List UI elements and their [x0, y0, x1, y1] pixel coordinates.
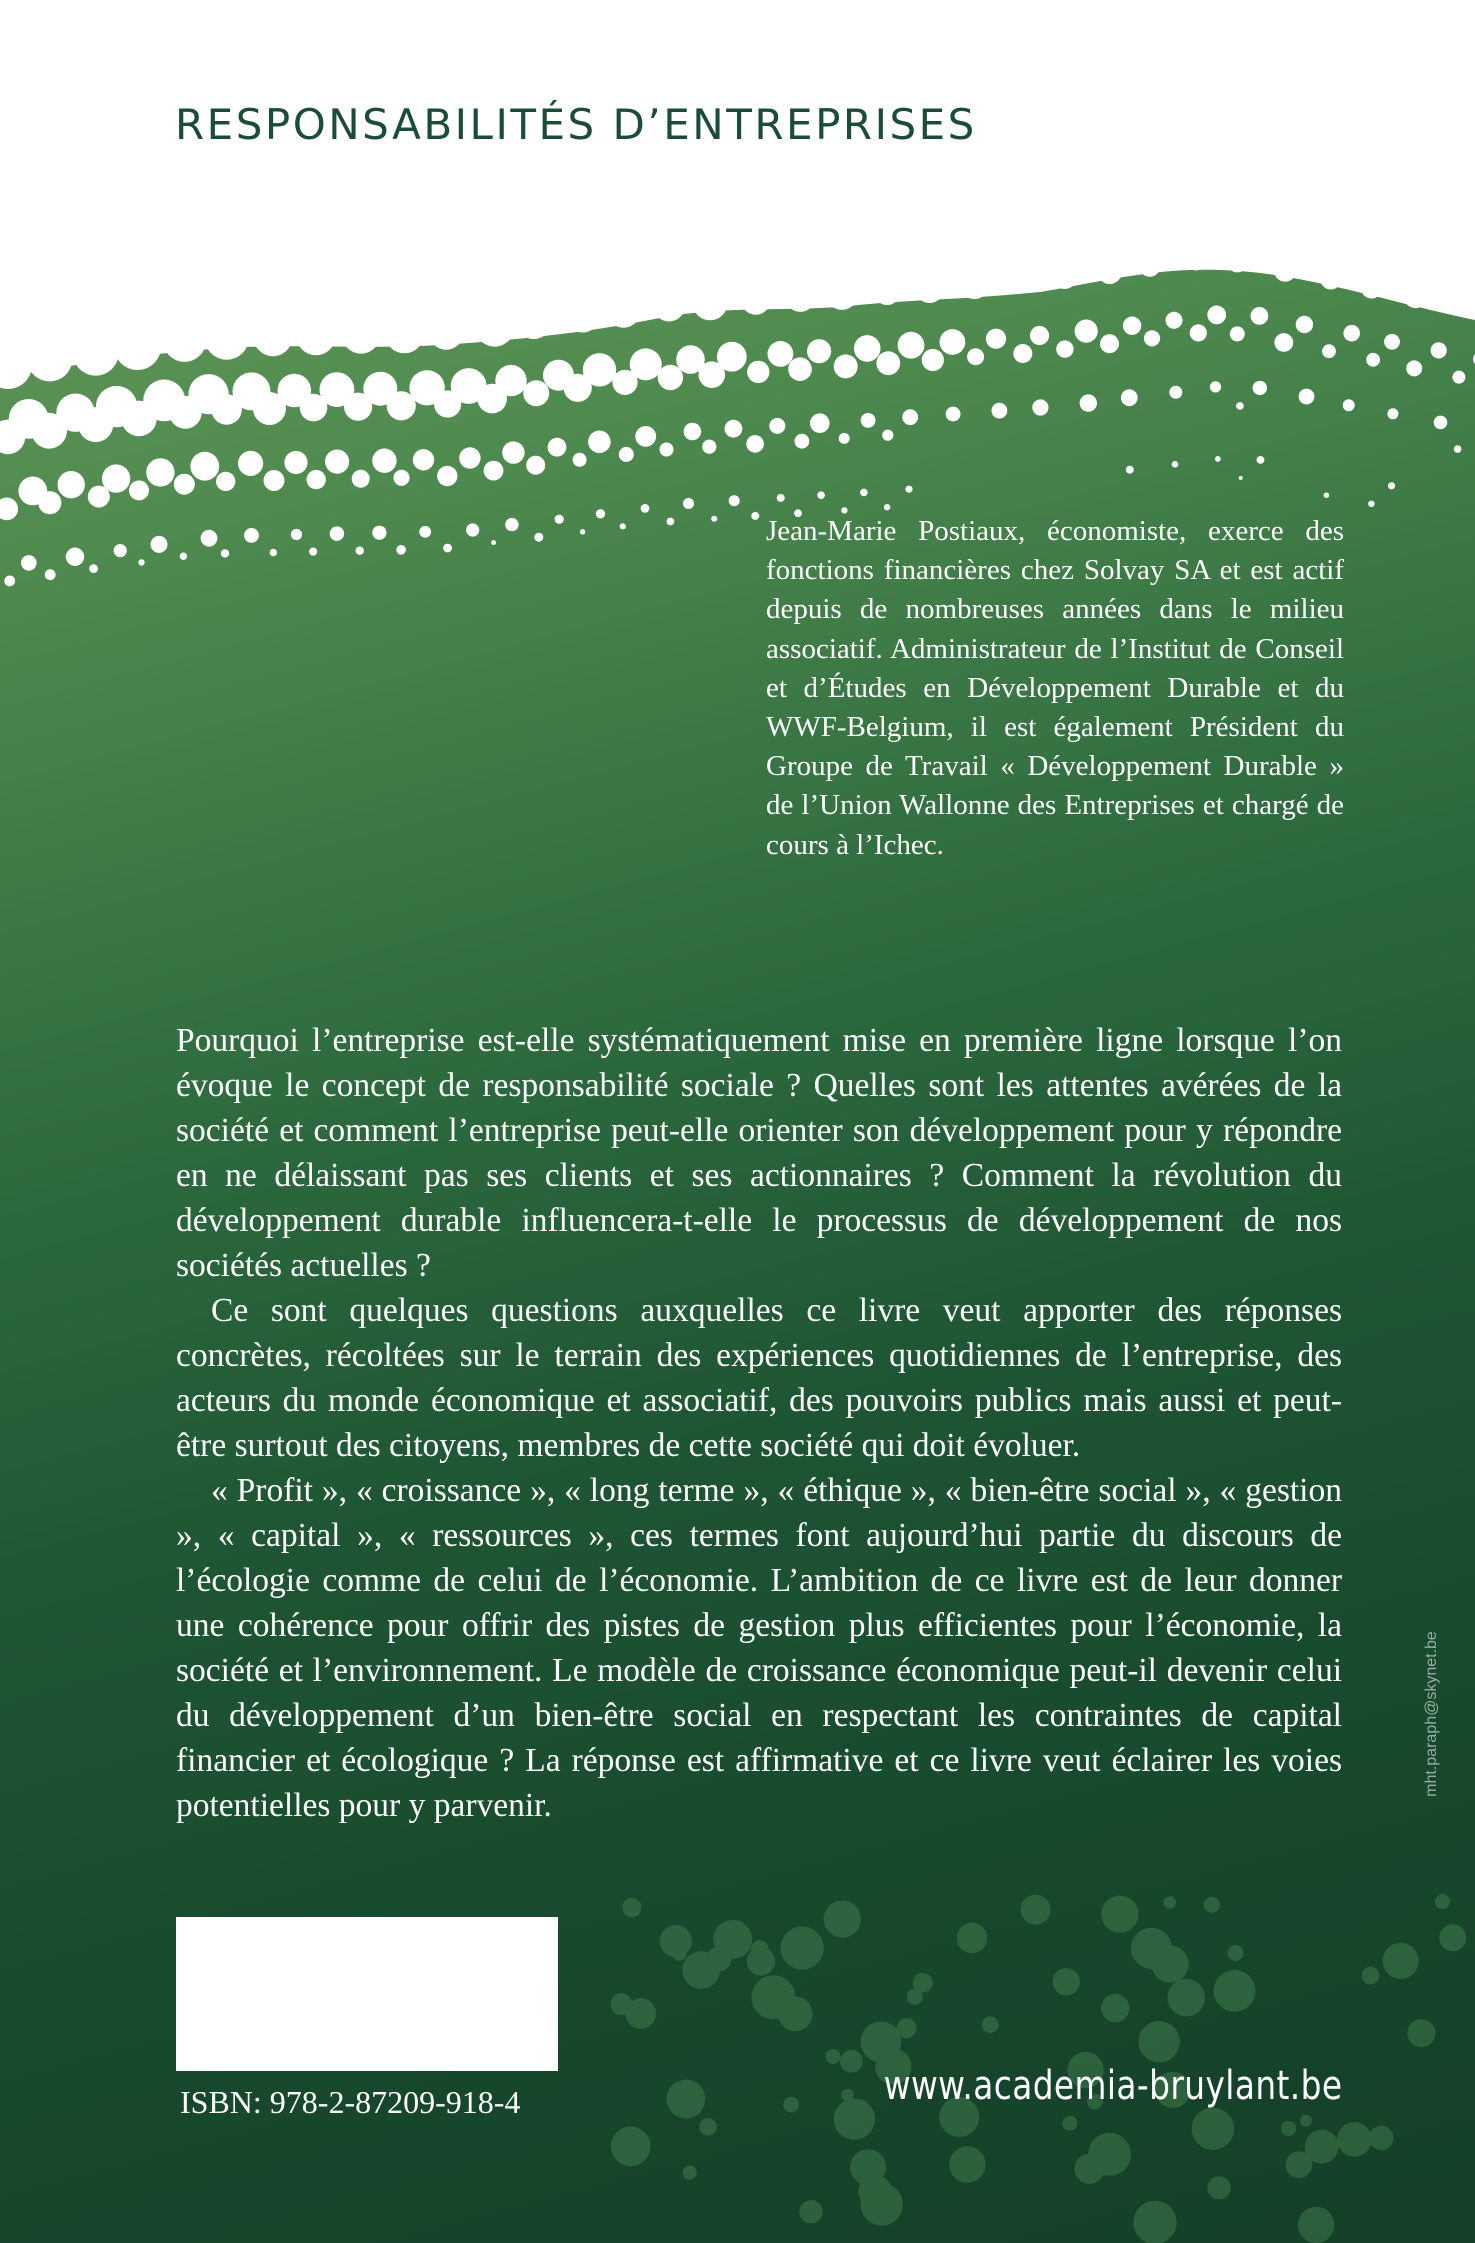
bubble: [915, 273, 945, 303]
bubble: [1080, 394, 1097, 411]
bubble: [419, 526, 431, 538]
bubble: [619, 447, 634, 462]
bubble: [491, 540, 496, 545]
bubble: [534, 533, 543, 542]
bubble: [884, 504, 890, 510]
bubble: [352, 470, 370, 488]
bubble: [372, 526, 386, 540]
bubble: [437, 466, 457, 486]
faint-bubble: [840, 2050, 863, 2073]
bubble: [1236, 402, 1244, 410]
bubble: [699, 361, 726, 388]
bubble: [1008, 270, 1032, 294]
faint-bubble: [1281, 2121, 1296, 2136]
faint-bubble: [781, 1927, 824, 1970]
bubble: [902, 409, 918, 425]
bubble: [1388, 482, 1395, 489]
bubble: [169, 396, 202, 429]
bubble: [653, 290, 685, 322]
bubble: [588, 431, 611, 454]
bubble: [1452, 371, 1465, 384]
bubble: [1097, 259, 1122, 284]
bubble: [129, 480, 149, 500]
bubble: [264, 470, 285, 491]
faint-bubble: [1138, 2021, 1179, 2062]
faint-bubble: [706, 1947, 731, 1972]
bubble: [786, 283, 815, 312]
bubble: [21, 555, 37, 571]
faint-bubble: [850, 2149, 886, 2185]
bubble: [873, 277, 901, 305]
bubble: [190, 452, 219, 481]
bubble: [684, 423, 702, 441]
bubble: [1210, 381, 1221, 392]
faint-bubble: [1101, 1994, 1129, 2022]
faint-bubble: [1337, 2122, 1372, 2157]
bubble: [1172, 461, 1179, 468]
bubble: [1032, 399, 1048, 415]
bubble: [66, 548, 84, 566]
bubble: [291, 529, 302, 540]
faint-bubble: [660, 1925, 692, 1957]
bubble: [1454, 445, 1462, 453]
bubble: [861, 413, 876, 428]
bubble: [1230, 326, 1245, 341]
bubble: [741, 285, 771, 315]
bubble: [660, 443, 674, 457]
bubble: [1121, 389, 1138, 406]
faint-bubble: [699, 2118, 717, 2136]
bubble: [342, 316, 380, 354]
bubble: [73, 330, 119, 376]
bubble: [146, 458, 174, 486]
bubble: [204, 315, 249, 360]
faint-bubble: [1062, 2116, 1077, 2131]
bubble: [1190, 324, 1207, 341]
bubble: [38, 491, 61, 514]
series-title: RESPONSABILITÉS D’ENTREPRISES: [175, 100, 977, 149]
bubble: [839, 433, 850, 444]
bubble: [834, 354, 858, 378]
bubble: [860, 489, 868, 497]
bubble: [253, 317, 292, 356]
bubble: [1406, 360, 1422, 376]
bubble: [428, 314, 463, 349]
bubble: [1404, 285, 1428, 309]
bubble: [270, 549, 277, 556]
bubble: [393, 470, 409, 486]
bubble: [325, 450, 349, 474]
bubble: [1449, 295, 1470, 316]
faint-bubble: [1407, 2019, 1435, 2047]
bubble: [986, 329, 1006, 349]
bubble: [1343, 399, 1355, 411]
bubble: [635, 426, 656, 447]
faint-bubble: [1285, 2151, 1312, 2178]
bubble: [434, 390, 461, 417]
bubble: [1324, 492, 1330, 498]
faint-bubble: [1369, 2126, 1394, 2151]
bubble: [898, 332, 925, 359]
bubble: [1384, 334, 1400, 350]
bubble: [1239, 476, 1243, 480]
faint-bubble: [1228, 1945, 1244, 1961]
bubble: [747, 361, 769, 383]
bubble: [573, 453, 587, 467]
bubble: [151, 536, 168, 553]
bubble: [606, 293, 641, 328]
bubble: [1123, 317, 1141, 335]
bubble: [1075, 320, 1098, 343]
description-paragraph-1: Pourquoi l’entreprise est-elle systématiquement mise en première ligne lorsque l’on évoque le concept de responsabilité sociale ? Quelles sont les attentes avérées de la société et comment l’entreprise peut-elle orienter son développement pour y répondre en ne délaissant pas ses clients et ses actionnaires ? Comment la révolution du développement durable influencera-t-elle le processus de développement de nos sociétés actuelles ?: [176, 1022, 1342, 1284]
bubble: [876, 351, 900, 375]
bubble: [564, 374, 592, 402]
bubble: [826, 279, 857, 310]
bubble: [683, 498, 694, 509]
bubble: [1361, 277, 1383, 299]
bubble: [692, 285, 727, 320]
faint-bubble: [1152, 1946, 1189, 1983]
bubble: [475, 307, 515, 347]
bubble: [1251, 307, 1269, 325]
faint-bubble: [778, 1997, 813, 2032]
faint-bubble: [1139, 2202, 1173, 2236]
bubble: [725, 420, 743, 438]
bubble: [31, 413, 67, 449]
description-paragraph-3: « Profit », « croissance », « long terme », « éthique », « bien-être social », « gestion », « capital », « ressources », ces termes font aujourd’hui partie du discours de l’écologie comme de celui de l’économie. L’ambition de ce livre est de leur donner une cohérence pour offrir des pistes de gestion plus efficientes pour l’économie, la société et l’environnement. Le modèle de croissance économique peut-il devenir celui du développement d’un bien-être social en respectant les contraintes de capital financier et écologique ? La réponse est affirmative et ce livre veut éclairer les voies potentielles pour y parvenir.: [176, 1472, 1342, 1824]
bubble: [1215, 456, 1221, 462]
faint-bubble: [1163, 1896, 1176, 1909]
bubble: [1100, 334, 1119, 353]
bubble: [244, 528, 259, 543]
faint-bubble: [1167, 1979, 1205, 2017]
bubble: [45, 569, 56, 580]
bubble: [502, 441, 524, 463]
bubble: [992, 403, 1008, 419]
faint-bubble: [611, 2126, 651, 2166]
bubble: [967, 348, 984, 365]
publisher-website: www.academia-bruylant.be: [883, 2063, 1342, 2109]
bubble: [788, 357, 812, 381]
faint-bubble: [1383, 1943, 1419, 1979]
bubble: [795, 434, 810, 449]
bubble: [114, 323, 161, 370]
faint-bubble: [949, 2146, 985, 2182]
bubble: [1053, 265, 1077, 289]
bubble: [596, 509, 605, 518]
bubble: [163, 319, 206, 362]
bubble: [1257, 456, 1265, 464]
bubble: [330, 526, 344, 540]
bubble: [746, 435, 764, 453]
bubble: [1299, 389, 1315, 405]
bubble: [253, 392, 286, 425]
bubble: [1056, 340, 1073, 357]
isbn: ISBN: 978-2-87209-918-4: [180, 2084, 521, 2120]
bubble: [296, 316, 335, 355]
faint-bubble: [1053, 1968, 1080, 1995]
bubble: [1434, 416, 1448, 430]
faint-bubble: [1101, 1896, 1138, 1933]
bubble: [1320, 269, 1341, 290]
bubble: [466, 523, 479, 536]
bubble: [1296, 316, 1313, 333]
bubble: [307, 470, 326, 489]
barcode-area: [176, 1917, 558, 2071]
faint-bubble: [626, 1998, 657, 2029]
faint-bubble: [799, 2200, 822, 2223]
bubble: [443, 544, 452, 553]
bubble: [284, 451, 307, 474]
bubble: [548, 438, 567, 457]
bubble: [1431, 342, 1447, 358]
faint-bubble: [982, 2016, 999, 2033]
bubble: [27, 336, 72, 381]
faint-bubble: [957, 1923, 988, 1954]
bubble: [1368, 501, 1374, 507]
bubble: [526, 456, 545, 475]
faint-bubble: [683, 2166, 697, 2180]
bubble: [1207, 306, 1226, 325]
bubble: [946, 407, 961, 422]
faint-bubble: [1074, 2154, 1104, 2184]
faint-bubble: [1298, 2207, 1334, 2243]
bubble: [484, 461, 504, 481]
bubble: [413, 449, 434, 470]
bubble: [555, 515, 564, 524]
bubble: [807, 339, 831, 363]
bubble: [385, 314, 424, 353]
book-description: [176, 1018, 1342, 1828]
bubble: [505, 518, 518, 531]
bubble: [1169, 386, 1182, 399]
bubble: [180, 553, 187, 560]
bubble: [960, 270, 989, 299]
bubble: [516, 303, 552, 339]
bubble: [940, 329, 966, 355]
bubble: [78, 407, 113, 442]
faint-bubble: [834, 2098, 875, 2139]
bubble: [174, 474, 195, 495]
bubble: [1227, 251, 1248, 272]
faint-bubble: [1435, 1894, 1450, 1909]
bubble: [211, 394, 242, 425]
faint-bubble: [1439, 1924, 1466, 1951]
bubble: [216, 472, 235, 491]
bubble: [0, 498, 18, 521]
bubble: [89, 564, 98, 573]
bubble: [711, 516, 717, 522]
bubble: [372, 449, 396, 473]
bubble: [1013, 344, 1032, 363]
bubble: [905, 486, 912, 493]
bubble: [667, 518, 675, 526]
bubble: [4, 576, 15, 587]
bubble: [201, 530, 218, 547]
bubble: [1274, 333, 1293, 352]
bubble: [751, 512, 759, 520]
faint-bubble: [861, 2022, 902, 2063]
bubble: [817, 491, 825, 499]
bubble: [396, 545, 406, 555]
bubble: [309, 548, 317, 556]
faint-bubble: [824, 1901, 861, 1938]
bubble: [523, 380, 549, 406]
bubble: [810, 413, 830, 433]
bubble: [138, 559, 144, 565]
bubble: [580, 529, 585, 534]
faint-bubble: [1207, 2176, 1230, 2199]
faint-bubble: [841, 2089, 853, 2101]
designer-credit: mht.paraph@skynet.be: [1423, 1631, 1440, 1797]
bubble: [612, 370, 637, 395]
bubble: [387, 391, 416, 420]
bubble: [566, 299, 599, 332]
bubble: [477, 384, 507, 414]
bubble: [114, 544, 127, 557]
bubble: [356, 547, 364, 555]
bubble: [1166, 312, 1183, 329]
bubble: [1253, 381, 1267, 395]
bubble: [1274, 259, 1296, 281]
bubble: [1144, 330, 1160, 346]
bubble: [777, 494, 785, 502]
faint-bubble: [1300, 2115, 1312, 2127]
bubble: [641, 504, 650, 513]
bubble: [658, 365, 683, 390]
bubble: [1366, 353, 1380, 367]
bubble: [88, 486, 110, 508]
bubble: [238, 451, 263, 476]
faint-bubble: [907, 1989, 923, 2005]
faint-bubble: [747, 1947, 775, 1975]
bubble: [1139, 256, 1160, 277]
description-paragraph-2: Ce sont quelques questions auxquelles ce livre veut apporter des réponses concrètes, récoltées sur le terrain des expériences quotidiennes de l’entreprise, des acteurs du monde économique et associatif, des pouvoirs publics mais aussi et peut-être surtout des citoyens, membres de cette société qui doit évoluer.: [176, 1292, 1342, 1464]
bubble: [1343, 325, 1360, 342]
faint-bubble: [622, 1898, 641, 1917]
faint-bubble: [861, 2183, 903, 2225]
faint-bubble: [1204, 1897, 1220, 1913]
faint-bubble: [826, 2049, 841, 2064]
bubble: [769, 418, 785, 434]
bubble: [882, 430, 893, 441]
bubble: [922, 349, 944, 371]
faint-bubble: [1021, 1895, 1051, 1925]
bubble: [221, 549, 229, 557]
bubble: [121, 401, 157, 437]
bubble: [729, 495, 740, 506]
faint-bubble: [1214, 1970, 1256, 2012]
bubble: [1030, 326, 1049, 345]
bubble: [854, 335, 881, 362]
bubble: [57, 471, 84, 498]
bubble: [768, 341, 794, 367]
bubble: [702, 440, 716, 454]
bubble: [459, 447, 480, 468]
bubble: [620, 523, 626, 529]
faint-bubble: [1192, 2108, 1234, 2150]
bubble: [1322, 344, 1336, 358]
faint-bubble: [783, 2097, 799, 2113]
bubble: [1186, 251, 1205, 270]
bubble: [344, 393, 372, 421]
faint-bubble: [667, 2080, 706, 2119]
bubble: [1387, 408, 1398, 419]
faint-bubble: [1362, 1967, 1380, 1985]
bubble: [1126, 466, 1134, 474]
author-bio: Jean-Marie Postiaux, économiste, exerce des fonctions financières chez Solvay SA et est actif depuis de nombreuses années dans le milieu associatif. Administrateur de l’Institut de Conseil et d’Études en Développement Durable et du WWF-Belgium, il est également Président du Groupe de Travail « Développement Durable » de l’Union Wallonne des Entreprises et chargé de cours à l’Ichec.: [766, 515, 1344, 861]
bubble: [300, 394, 328, 422]
